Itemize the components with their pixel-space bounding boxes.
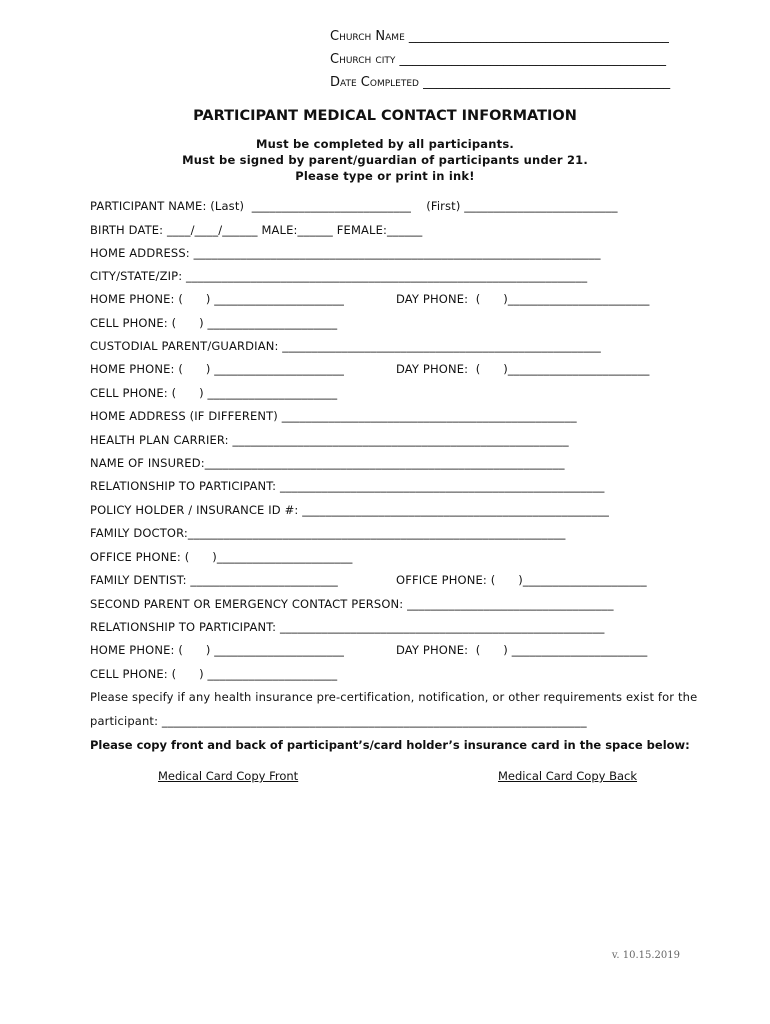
- participant-name-field[interactable]: PARTICIPANT NAME: (Last) ___________________________ (First) __________________________: [90, 199, 618, 213]
- custodial-parent-field[interactable]: CUSTODIAL PARENT/GUARDIAN: ______________________________________________________: [90, 339, 601, 353]
- subtitle-line-2: Must be signed by parent/guardian of participants under 21.: [182, 153, 588, 167]
- health-plan-carrier-field[interactable]: HEALTH PLAN CARRIER: _________________________________________________________: [90, 433, 569, 447]
- doctor-office-phone-field[interactable]: OFFICE PHONE: ( )_______________________: [90, 550, 353, 564]
- participant-requirements-field[interactable]: participant: ________________________________________________________________________: [90, 714, 587, 728]
- page-title: PARTICIPANT MEDICAL CONTACT INFORMATION: [193, 108, 577, 124]
- city-state-zip-field[interactable]: CITY/STATE/ZIP: ____________________________________________________________________: [90, 269, 588, 283]
- day-phone-field[interactable]: DAY PHONE: ( )________________________: [396, 292, 650, 306]
- birth-date-field[interactable]: BIRTH DATE: ____/____/______ MALE:______ FEMALE:______: [90, 223, 423, 237]
- name-of-insured-field[interactable]: NAME OF INSURED:_____________________________________________________________: [90, 456, 565, 470]
- relationship-to-participant-field[interactable]: RELATIONSHIP TO PARTICIPANT: _______________________________________________________: [90, 479, 605, 493]
- guardian-cell-phone-field[interactable]: CELL PHONE: ( ) ______________________: [90, 386, 338, 400]
- contact-home-phone-field[interactable]: HOME PHONE: ( ) ______________________: [90, 643, 345, 657]
- second-parent-field[interactable]: SECOND PARENT OR EMERGENCY CONTACT PERSON: ___________________________________: [90, 597, 614, 611]
- cell-phone-field[interactable]: CELL PHONE: ( ) ______________________: [90, 316, 338, 330]
- subtitle-line-1: Must be completed by all participants.: [256, 137, 514, 151]
- church-name-field[interactable]: Church Name ________________________________________: [330, 29, 669, 44]
- contact-cell-phone-field[interactable]: CELL PHONE: ( ) ______________________: [90, 667, 338, 681]
- family-doctor-field[interactable]: FAMILY DOCTOR:________________________________________________________________: [90, 526, 566, 540]
- date-completed-field[interactable]: Date Completed ______________________________________: [330, 75, 671, 90]
- second-relationship-field[interactable]: RELATIONSHIP TO PARTICIPANT: _______________________________________________________: [90, 620, 605, 634]
- home-address-if-different-field[interactable]: HOME ADDRESS (IF DIFFERENT) __________________________________________________: [90, 409, 577, 423]
- policy-holder-id-field[interactable]: POLICY HOLDER / INSURANCE ID #: ____________________________________________________: [90, 503, 610, 517]
- card-copy-front-label: Medical Card Copy Front: [158, 769, 299, 783]
- subtitle-line-3: Please type or print in ink!: [295, 169, 475, 183]
- specify-requirements-text: Please specify if any health insurance pre-certification, notification, or other requirements exist for the: [90, 690, 698, 704]
- family-dentist-field[interactable]: FAMILY DENTIST: _________________________: [90, 573, 338, 587]
- insurance-card-note: Please copy front and back of participant’s/card holder’s insurance card in the space below:: [90, 738, 690, 752]
- home-address-field[interactable]: HOME ADDRESS: _____________________________________________________________________: [90, 246, 601, 260]
- card-copy-back-label: Medical Card Copy Back: [498, 769, 638, 783]
- dentist-office-phone-field[interactable]: OFFICE PHONE: ( )_____________________: [396, 573, 647, 587]
- guardian-day-phone-field[interactable]: DAY PHONE: ( )________________________: [396, 362, 650, 376]
- version-label: v. 10.15.2019: [611, 950, 680, 961]
- home-phone-field[interactable]: HOME PHONE: ( ) ______________________: [90, 292, 345, 306]
- contact-day-phone-field[interactable]: DAY PHONE: ( ) _______________________: [396, 643, 648, 657]
- guardian-home-phone-field[interactable]: HOME PHONE: ( ) ______________________: [90, 362, 345, 376]
- church-city-field[interactable]: Church city _________________________________________: [330, 52, 666, 67]
